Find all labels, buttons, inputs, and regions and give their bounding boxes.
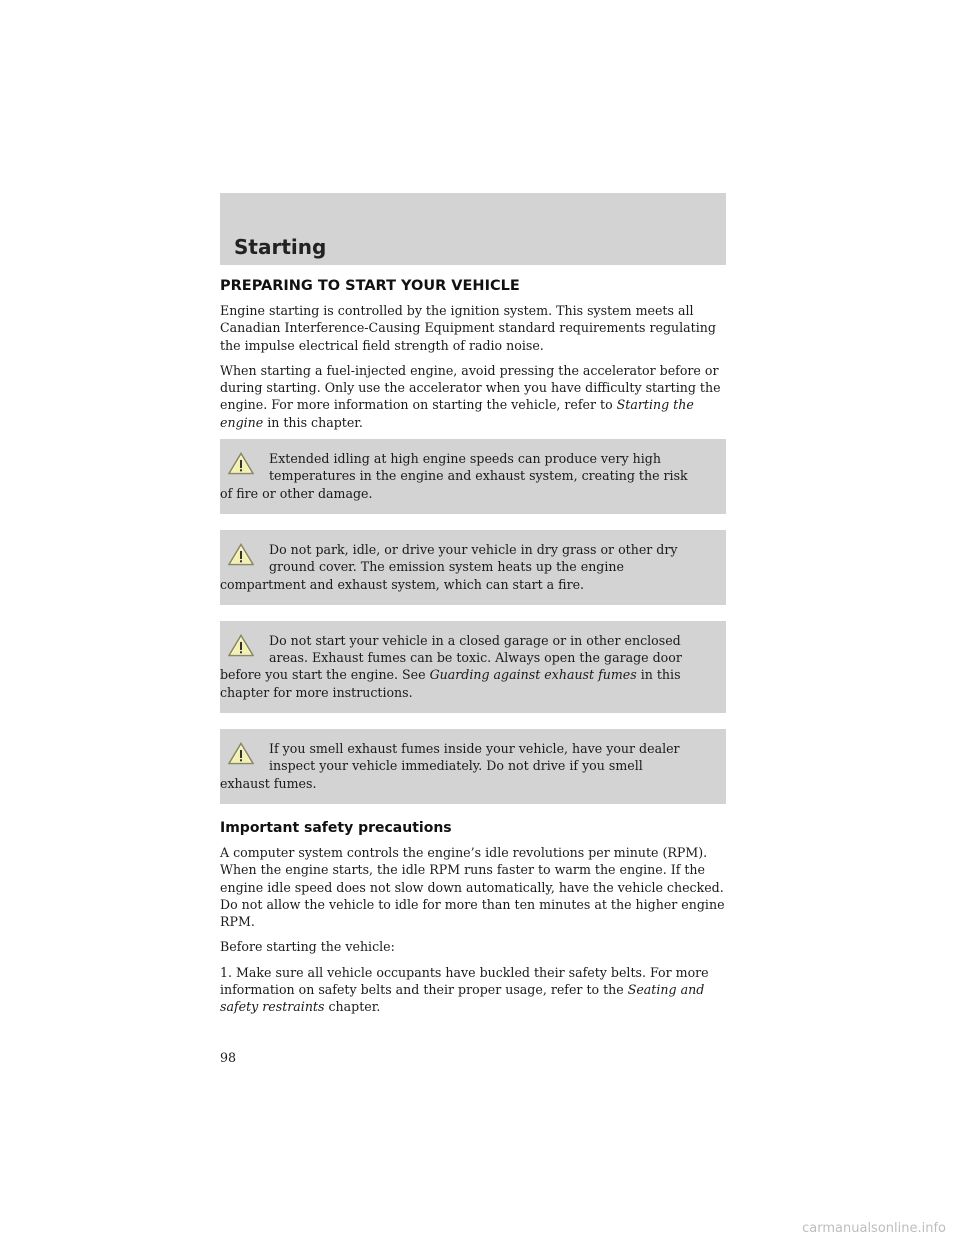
section-header-band — [220, 193, 726, 265]
page-number: 98 — [220, 1050, 237, 1065]
paragraph-idle-rpm: A computer system controls the engine’s idle revolutions per minute (RPM). When the engine starts, the idle RPM runs faster to warm the engine. If the engine idle speed does not slow down automatically, have the vehicle checked. Do not allow the vehicle to idle for more than ten minutes at the higher engine RPM. — [220, 844, 725, 930]
page-content — [220, 278, 726, 1024]
warning-box-closed-garage — [220, 621, 726, 713]
warning-text-first: Extended idling at high engine speeds can produce very high temperatures in the engine and exhaust system, creating the risk — [269, 451, 688, 484]
warning-triangle-icon — [228, 543, 254, 566]
paragraph-accelerator — [220, 362, 726, 431]
warning-text-first: Do not park, idle, or drive your vehicle in dry grass or other dry ground cover. The emission system heats up the engine — [269, 541, 678, 575]
paragraph-step-1-end: chapter. — [324, 999, 381, 1015]
warning-triangle-icon — [228, 634, 254, 657]
warning-box-dry-grass — [220, 530, 726, 605]
paragraph-accelerator-end: in this chapter. — [263, 414, 363, 430]
paragraph-accelerator-text: When starting a fuel-injected engine, avoid pressing the accelerator before or during starting. Only use the accelerator when you have difficulty starting the engine. For more information on starting the vehicle, refer to — [220, 362, 721, 413]
main-heading: PREPARING TO START YOUR VEHICLE — [220, 278, 520, 294]
warning-text-rest-end: in this chapter for more instructions. — [220, 667, 681, 700]
paragraph-before-starting: Before starting the vehicle: — [220, 939, 395, 955]
warning-text-rest: of fire or other damage. — [220, 485, 373, 501]
warning-text-first: Do not start your vehicle in a closed garage or in other enclosed areas. Exhaust fumes can be toxic. Always open the garage door — [269, 632, 682, 666]
warning-box-idling — [220, 439, 726, 514]
warning-text-rest-start: before you start the engine. See — [220, 667, 430, 683]
warning-triangle-icon — [228, 742, 254, 765]
warning-text-first: If you smell exhaust fumes inside your vehicle, have your dealer inspect your vehicle immediately. Do not drive if you smell — [269, 741, 680, 774]
warning-text-rest: compartment and exhaust system, which can start a fire. — [220, 576, 585, 592]
warning-box-smell-fumes — [220, 729, 726, 804]
paragraph-step-1-text: 1. Make sure all vehicle occupants have buckled their safety belts. For more information on safety belts and their proper usage, refer to the — [220, 964, 709, 998]
warning-text-rest — [220, 666, 716, 701]
cross-reference-seating: Seating and safety restraints — [220, 982, 705, 1015]
cross-reference-exhaust-fumes: Guarding against exhaust fumes — [429, 667, 637, 683]
subheading-safety: Important safety precautions — [220, 819, 452, 836]
paragraph-step-1 — [220, 964, 726, 1016]
warning-text-rest: exhaust fumes. — [220, 775, 317, 791]
warning-triangle-icon — [228, 452, 254, 475]
section-title: Starting — [234, 235, 327, 259]
paragraph-ignition: Engine starting is controlled by the ignition system. This system meets all Canadian Interference-Causing Equipment standard requirements regulating the impulse electrical field strength of radio noise. — [220, 303, 716, 353]
cross-reference-starting-engine: Starting the engine — [220, 397, 694, 430]
watermark: carmanualsonline.info — [802, 1221, 946, 1236]
